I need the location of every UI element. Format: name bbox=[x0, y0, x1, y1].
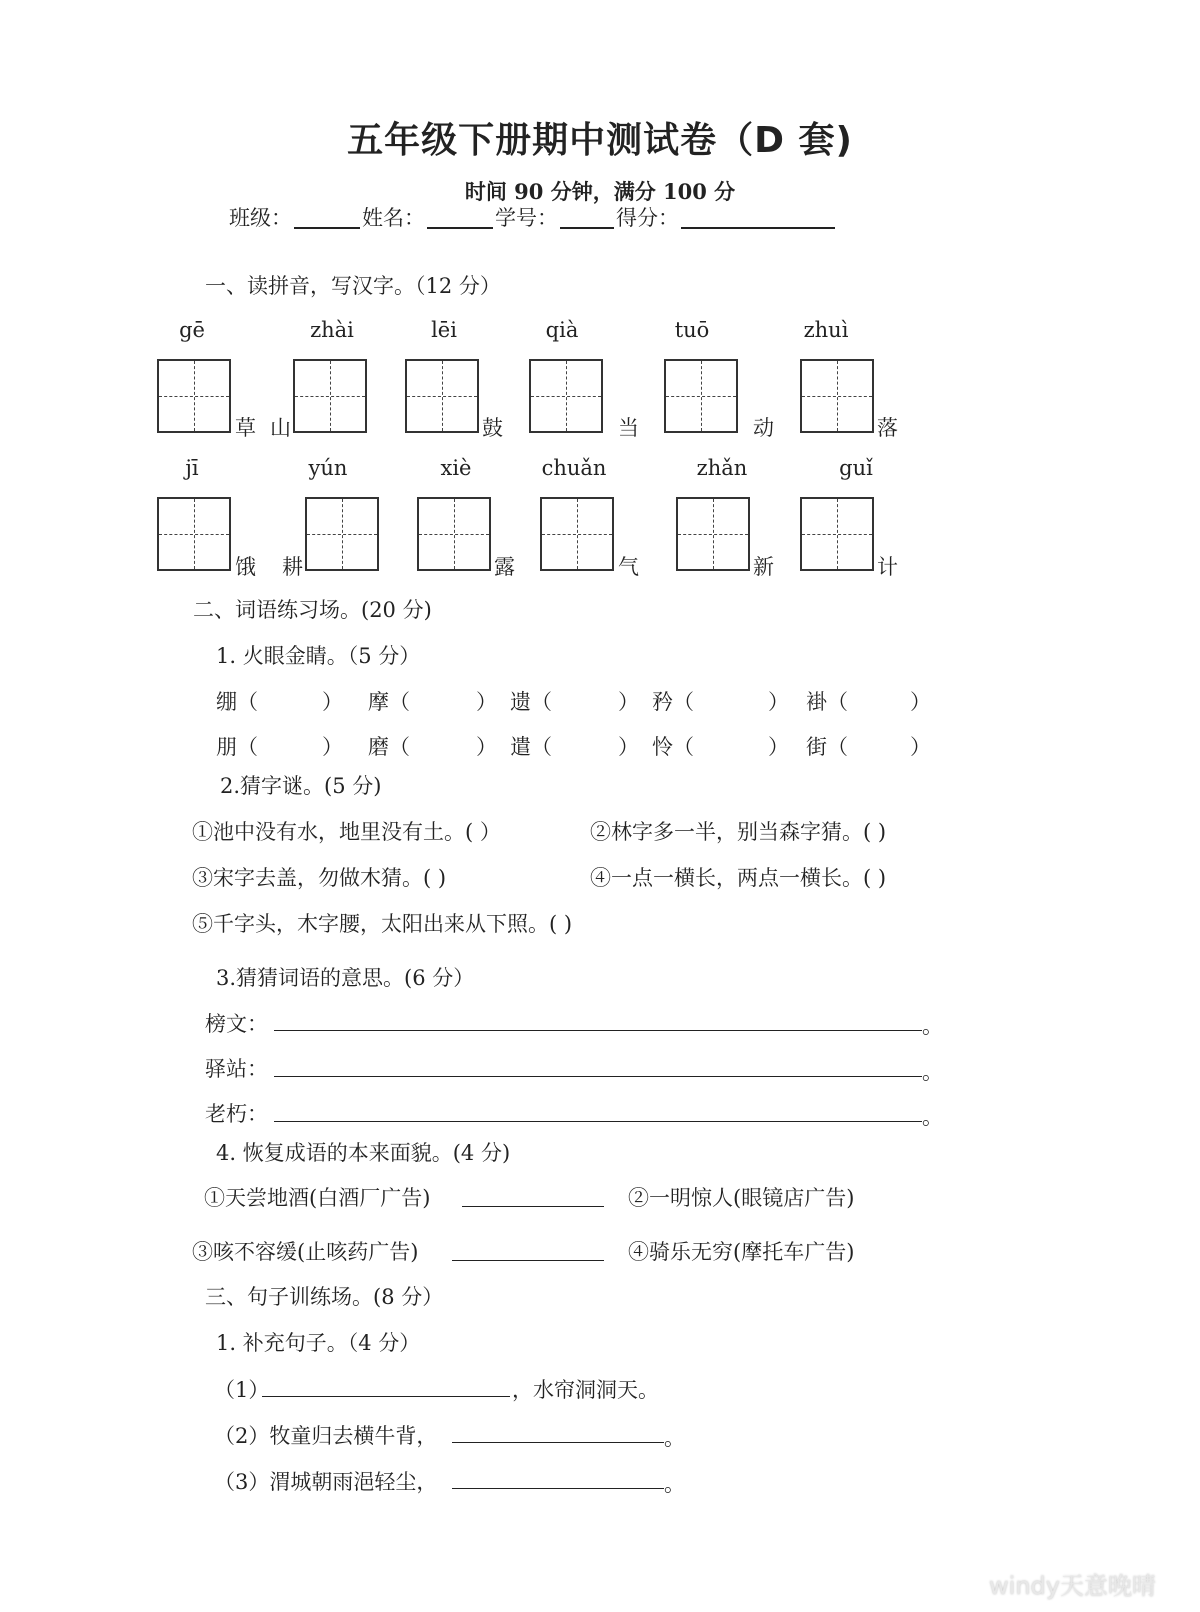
char-pair: 朋（ bbox=[216, 735, 258, 759]
pinyin: chuǎn bbox=[541, 456, 607, 480]
word-character: 山 bbox=[270, 416, 291, 440]
word-character: 计 bbox=[877, 555, 898, 579]
word-character: 动 bbox=[753, 416, 774, 440]
writing-grid-box[interactable] bbox=[417, 497, 491, 571]
watermark: windy天意晚晴 bbox=[989, 1572, 1156, 1600]
pinyin: yún bbox=[308, 456, 348, 480]
answer-line[interactable] bbox=[452, 1488, 664, 1489]
paren-close: ） bbox=[618, 690, 639, 714]
paren-close: ） bbox=[322, 690, 343, 714]
word-character: 当 bbox=[618, 416, 639, 440]
writing-grid-box[interactable] bbox=[800, 359, 874, 433]
paren-close: ） bbox=[322, 735, 343, 759]
sentence-prefix: （3）渭城朝雨浥轻尘， bbox=[214, 1470, 438, 1494]
char-pair: 摩（ bbox=[368, 690, 410, 714]
pinyin: jī bbox=[185, 456, 199, 480]
sentence-prefix: （1） bbox=[214, 1378, 270, 1402]
char-pair: 矜（ bbox=[652, 690, 694, 714]
s3-q1-heading: 1. 补充句子。（4 分） bbox=[216, 1331, 421, 1355]
paren-close: ） bbox=[768, 735, 789, 759]
answer-line[interactable] bbox=[452, 1260, 604, 1261]
pinyin: lēi bbox=[431, 318, 457, 342]
page-subtitle: 时间 90 分钟，满分 100 分 bbox=[464, 179, 736, 204]
word-character: 露 bbox=[494, 555, 515, 579]
word-character: 落 bbox=[877, 416, 898, 440]
student-id-label: 学号： bbox=[495, 206, 558, 230]
answer-line[interactable] bbox=[262, 1396, 510, 1397]
student-info-row bbox=[229, 202, 837, 232]
answer-line[interactable] bbox=[274, 1030, 922, 1031]
period: 。 bbox=[922, 1105, 943, 1129]
writing-grid-box[interactable] bbox=[405, 359, 479, 433]
writing-grid-box[interactable] bbox=[540, 497, 614, 571]
q2-heading: 2.猜字谜。(5 分) bbox=[220, 774, 382, 798]
paren-close: ） bbox=[768, 690, 789, 714]
riddle-item: ①池中没有水，地里没有土。( ） bbox=[192, 820, 501, 844]
class-label: 班级： bbox=[229, 206, 292, 230]
sentence-prefix: （2）牧童归去横牛背， bbox=[214, 1424, 438, 1448]
score-label: 得分： bbox=[616, 206, 679, 230]
writing-grid-box[interactable] bbox=[664, 359, 738, 433]
char-pair: 遣（ bbox=[510, 735, 552, 759]
writing-grid-box[interactable] bbox=[676, 497, 750, 571]
period: 。 bbox=[664, 1426, 685, 1450]
q3-heading: 3.猜猜词语的意思。(6 分） bbox=[216, 966, 475, 990]
pinyin: zhuì bbox=[803, 318, 849, 342]
char-pair: 怜（ bbox=[652, 735, 694, 759]
name-label: 姓名： bbox=[362, 206, 425, 230]
paren-close: ） bbox=[476, 735, 497, 759]
section3-heading: 三、句子训练场。(8 分） bbox=[205, 1285, 444, 1309]
writing-grid-box[interactable] bbox=[305, 497, 379, 571]
idiom-item: ③咳不容缓(止咳药广告) bbox=[192, 1240, 419, 1264]
pinyin: xiè bbox=[440, 456, 472, 480]
section2-heading: 二、词语练习场。(20 分) bbox=[193, 598, 432, 622]
pinyin: zhǎn bbox=[696, 456, 748, 480]
word-character: 气 bbox=[618, 555, 639, 579]
word-label: 榜文： bbox=[205, 1012, 268, 1036]
period: 。 bbox=[922, 1060, 943, 1084]
riddle-item: ④一点一横长，两点一横长。( ) bbox=[590, 866, 887, 890]
char-pair: 绷（ bbox=[216, 690, 258, 714]
student-id-blank[interactable] bbox=[560, 207, 614, 229]
idiom-item: ②一明惊人(眼镜店广告) bbox=[628, 1186, 855, 1210]
score-blank[interactable] bbox=[681, 207, 835, 229]
char-pair: 磨（ bbox=[368, 735, 410, 759]
idiom-item: ①天尝地酒(白酒厂广告) bbox=[204, 1186, 431, 1210]
period: 。 bbox=[664, 1472, 685, 1496]
word-character: 耕 bbox=[282, 555, 303, 579]
answer-line[interactable] bbox=[452, 1442, 664, 1443]
paren-close: ） bbox=[910, 735, 931, 759]
idiom-item: ④骑乐无穷(摩托车广告) bbox=[628, 1240, 855, 1264]
pinyin: guǐ bbox=[839, 456, 873, 480]
char-pair: 褂（ bbox=[806, 690, 848, 714]
riddle-item: ②林字多一半，别当森字猜。( ) bbox=[590, 820, 887, 844]
word-character: 饿 bbox=[235, 555, 256, 579]
pinyin: zhài bbox=[310, 318, 354, 342]
writing-grid-box[interactable] bbox=[529, 359, 603, 433]
writing-grid-box[interactable] bbox=[157, 497, 231, 571]
class-blank[interactable] bbox=[294, 207, 360, 229]
pinyin: tuō bbox=[674, 318, 710, 342]
word-character: 草 bbox=[235, 416, 256, 440]
section1-heading: 一、读拼音，写汉字。（12 分） bbox=[205, 274, 501, 298]
writing-grid-box[interactable] bbox=[157, 359, 231, 433]
char-pair: 遗（ bbox=[510, 690, 552, 714]
q4-heading: 4. 恢复成语的本来面貌。(4 分) bbox=[216, 1141, 511, 1165]
q1-heading: 1. 火眼金睛。（5 分） bbox=[216, 644, 421, 668]
name-blank[interactable] bbox=[427, 207, 493, 229]
paren-close: ） bbox=[476, 690, 497, 714]
char-pair: 街（ bbox=[806, 735, 848, 759]
word-label: 老朽： bbox=[205, 1102, 268, 1126]
writing-grid-box[interactable] bbox=[293, 359, 367, 433]
period: 。 bbox=[922, 1014, 943, 1038]
word-character: 新 bbox=[753, 555, 774, 579]
answer-line[interactable] bbox=[274, 1076, 922, 1077]
page-title: 五年级下册期中测试卷（D 套) bbox=[347, 120, 853, 161]
pinyin: qià bbox=[545, 318, 579, 342]
paren-close: ） bbox=[910, 690, 931, 714]
paren-close: ） bbox=[618, 735, 639, 759]
word-label: 驿站： bbox=[205, 1057, 268, 1081]
riddle-item: ③宋字去盖，勿做木猜。( ) bbox=[192, 866, 447, 890]
answer-line[interactable] bbox=[274, 1121, 922, 1122]
riddle-item: ⑤千字头，木字腰，太阳出来从下照。( ) bbox=[192, 912, 573, 936]
writing-grid-box[interactable] bbox=[800, 497, 874, 571]
pinyin: gē bbox=[179, 318, 205, 342]
sentence-suffix: ，水帘洞洞天。 bbox=[512, 1378, 659, 1402]
word-character: 鼓 bbox=[482, 416, 503, 440]
answer-line[interactable] bbox=[462, 1206, 604, 1207]
